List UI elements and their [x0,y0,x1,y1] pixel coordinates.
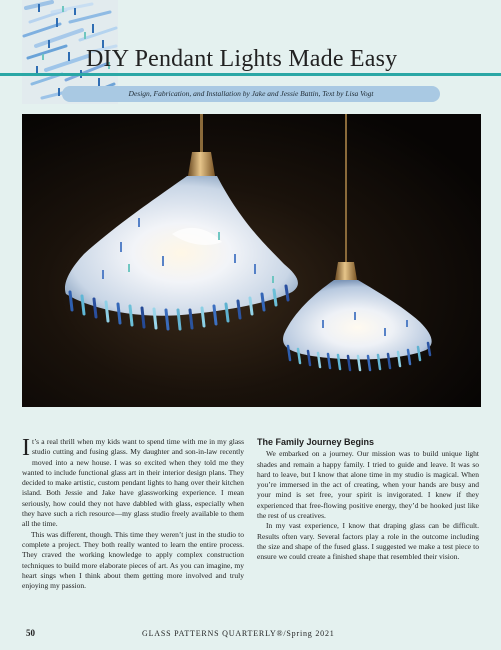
paragraph-2: This was different, though. This time they weren’t just in the studio to complete a project. They both really wanted to learn the entire process. They craved the working knowledge to apply complex construction techniques to build more elaborate pieces of art. As you can imagine, my heart sings when I think about them getting more involved and truly enjoying my passion. [22,529,244,591]
page-number: 50 [26,628,35,638]
section-heading: The Family Journey Begins [257,437,375,447]
drop-cap: I [22,435,30,461]
paragraph-1 [22,437,244,530]
article-credit: Design, Fabrication, and Installation by Jake and Jessie Battin, Text by Lisa Vogt [128,89,374,98]
paragraph-1-text: t’s a real thrill when my kids want to spend time with me in my glass studio cutting and fusing glass. My daughter and son-in-law recently moved into a new house. I was so excited when they told me they wanted to include functional glass art in their interior design plans. They decided to make artistic, custom pendant lights to hang over their kitchen island. Both Jessie and Jake have glassworking experience. I mean seriously, how could they not have dabbled with glass, especially when they have such a rich resource—my glass studio freely available to them all the time. [22,437,244,529]
article-column-left [22,437,244,591]
article-column-right [257,437,479,563]
paragraph-4: In my vast experience, I know that draping glass can be difficult. Results often vary. Several factors play a role in the outcome including the size and shape of the fused glass. I suggested we make a test piece to ensure we could create a finished shape that resembled their vision. [257,521,479,562]
header-accent-rule [0,73,501,76]
pendant-lights-photo [22,114,481,407]
magazine-footer: GLASS PATTERNS QUARTERLY®/Spring 2021 [142,629,335,638]
article-title: DIY Pendant Lights Made Easy [86,46,398,72]
paragraph-3: We embarked on a journey. Our mission was to build unique light shades and remain a happy family. I tried to guide and leave. It was so hard to leave, but I know that alone time in my studio is magical. When you’re immersed in the act of creating, when your hands are busy and your mind is set free, your spirit is invigorated. I knew if they experienced that free-flowing positive energy, they’d be hooked just like the rest of us creatives. [257,449,479,521]
